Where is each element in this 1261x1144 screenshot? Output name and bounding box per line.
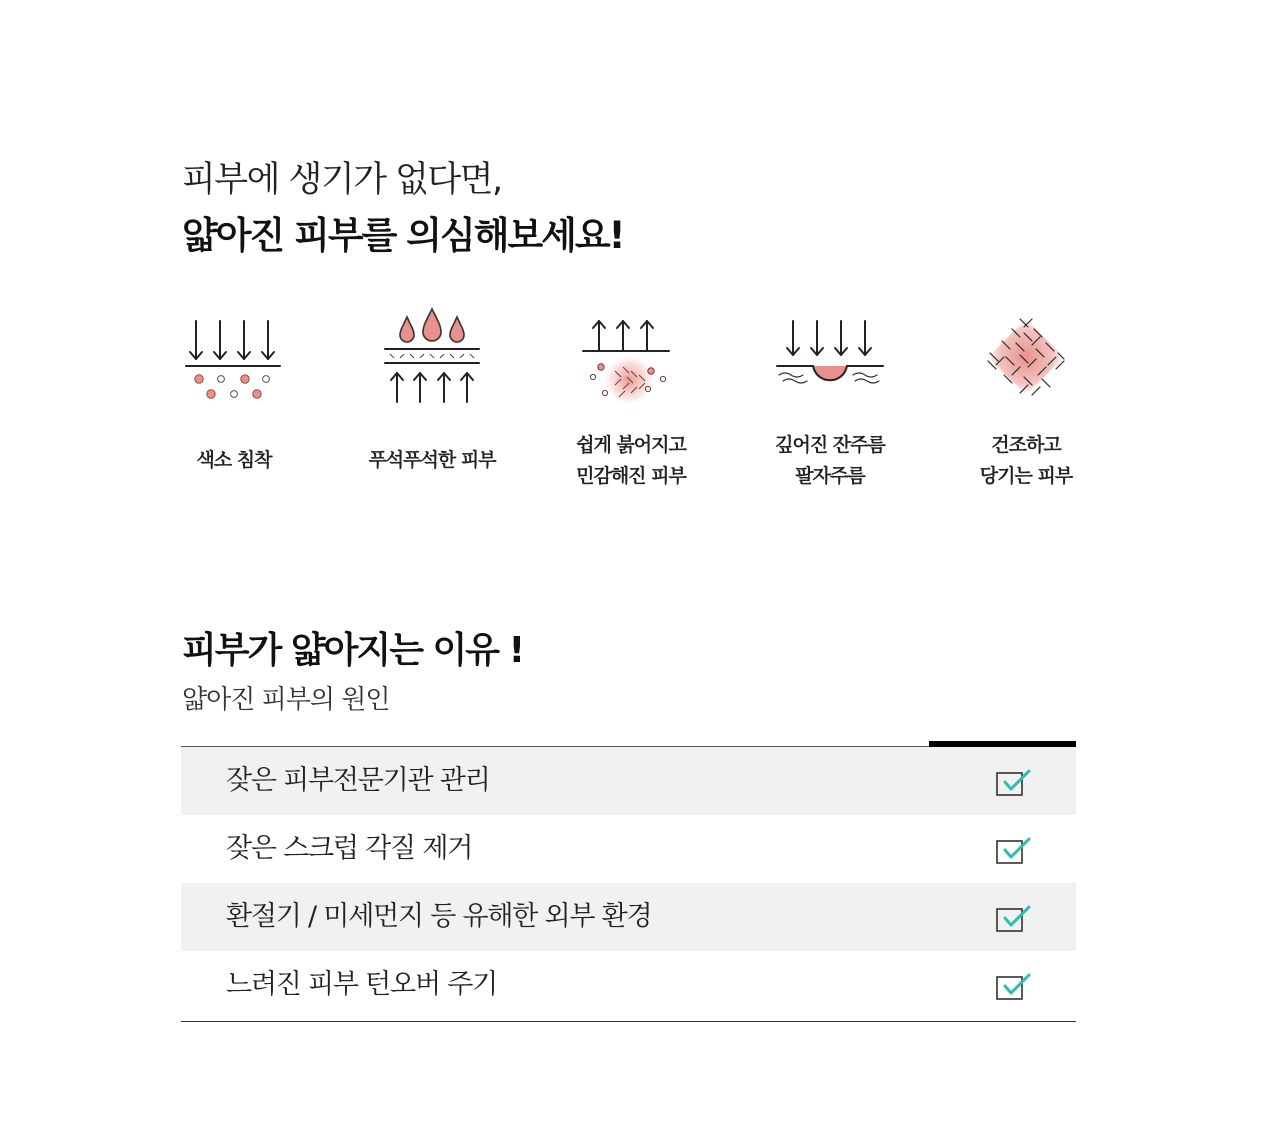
symptom-label-2: 당기는 피부	[979, 465, 1073, 487]
symptom-label: 색소 침착	[196, 449, 272, 471]
checklist-row	[181, 815, 1076, 883]
redness-icon	[581, 305, 681, 405]
checklist-row	[181, 951, 1076, 1019]
pigment-icon	[184, 305, 284, 405]
checkbox-checked-icon	[996, 973, 1032, 1001]
divider	[181, 1021, 1076, 1022]
headline-line-1: 피부에 생기가 없다면,	[182, 160, 502, 200]
checkbox-checked-icon	[996, 837, 1032, 865]
symptom-label-1: 깊어진 잔주름	[775, 434, 885, 456]
symptom-label-2: 팔자주름	[795, 465, 865, 487]
symptom-tight	[927, 305, 1125, 487]
headline-line-2: 얇아진 피부를 의심해보세요!	[182, 214, 624, 257]
wrinkle-icon	[775, 305, 885, 405]
symptom-dryness	[333, 305, 531, 471]
checklist-row-text: 느려진 피부 턴오버 주기	[226, 969, 497, 1000]
reasons-title: 피부가 얇아지는 이유 !	[182, 630, 524, 671]
checklist-row	[181, 883, 1076, 951]
checklist-row-text: 잦은 피부전문기관 관리	[226, 765, 490, 796]
symptom-pigment	[135, 305, 333, 471]
symptom-label: 푸석푸석한 피부	[368, 449, 496, 471]
checklist-row	[181, 747, 1076, 815]
checklist-row-text: 잦은 스크럽 각질 제거	[226, 833, 473, 864]
symptom-label-1: 건조하고	[991, 434, 1061, 456]
dryness-icon	[382, 305, 482, 405]
checkbox-checked-icon	[996, 769, 1032, 797]
tight-skin-icon	[976, 305, 1076, 405]
checkbox-checked-icon	[996, 905, 1032, 933]
symptom-label-1: 쉽게 붉어지고	[576, 434, 686, 456]
headline	[182, 155, 624, 263]
reasons-subtitle: 얇아진 피부의 원인	[182, 685, 390, 715]
symptom-label-2: 민감해진 피부	[576, 465, 686, 487]
checklist-row-text: 환절기 / 미세먼지 등 유해한 외부 환경	[226, 901, 652, 932]
symptom-wrinkle	[731, 305, 929, 487]
symptom-redness	[532, 305, 730, 487]
symptom-list	[135, 305, 1125, 505]
